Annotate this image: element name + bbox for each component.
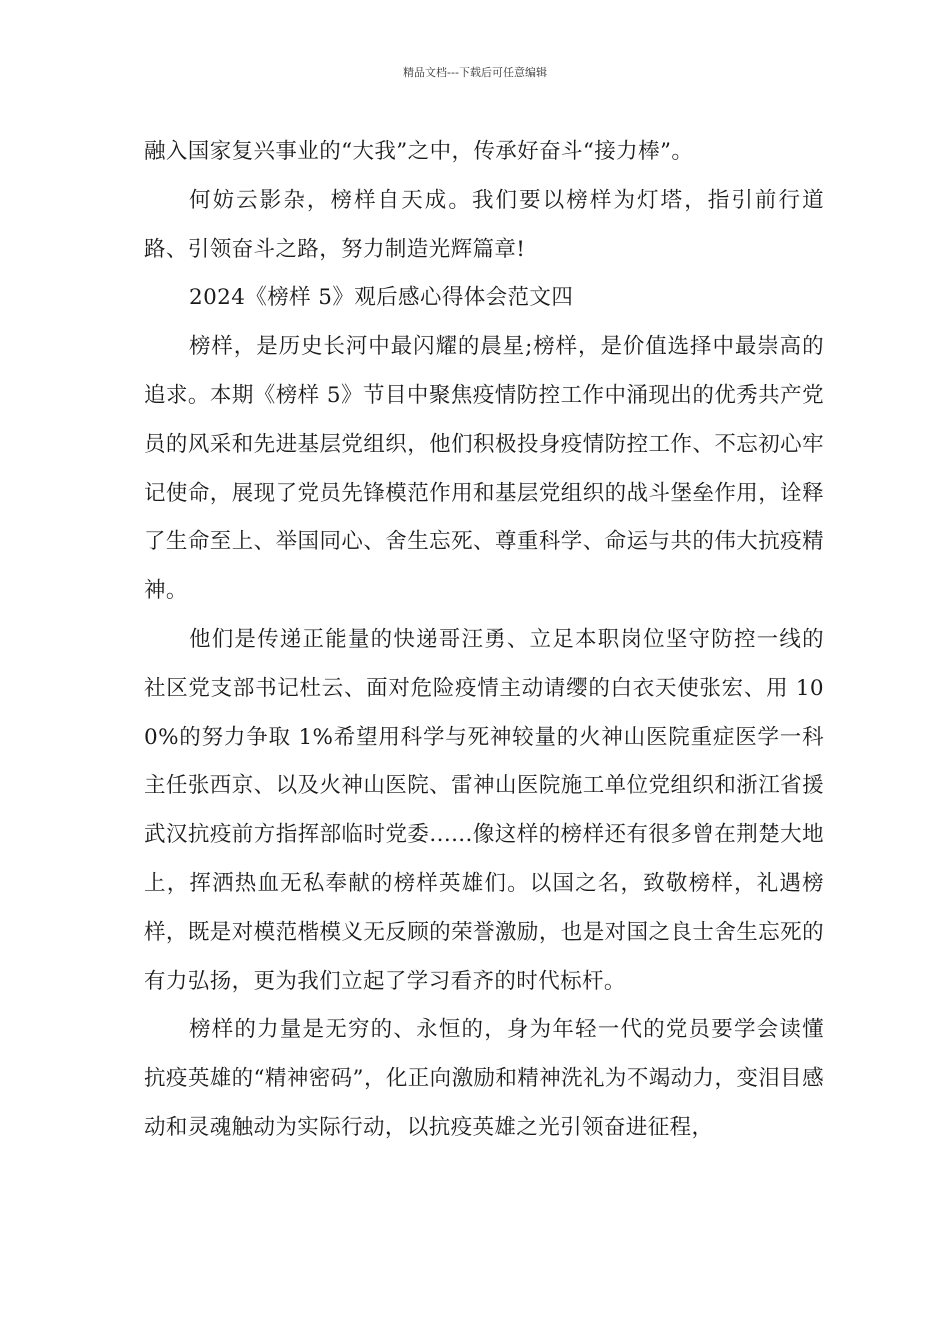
- document-body: [144, 128, 824, 1153]
- page-header: 精品文档---下载后可任意编辑: [403, 66, 547, 79]
- paragraph-4: 他们是传递正能量的快递哥汪勇、立足本职岗位坚守防控一线的社区党支部书记杜云、面对危险疫情主动请缨的白衣天使张宏、用 100%的努力争取 1%希望用科学与死神较量的火神山医院重症医学一科主任张西京、以及火神山医院、雷神山医院施工单位党组织和浙江省援武汉抗疫前方指挥部临时党委......像这样的榜样还有很多曾在荆楚大地上，挥洒热血无私奉献的榜样英雄们。以国之名，致敬榜样，礼遇榜样，既是对模范楷模义无反顾的荣誉激励，也是对国之良士舍生忘死的有力弘扬，更为我们立起了学习看齐的时代标杆。: [144, 626, 824, 994]
- section-heading: 2024《榜样 5》观后感心得体会范文四: [189, 285, 574, 311]
- paragraph-1: 融入国家复兴事业的“大我”之中，传承好奋斗“接力棒”。: [144, 139, 694, 164]
- paragraph-5: 榜样的力量是无穷的、永恒的，身为年轻一代的党员要学会读懂抗疫英雄的“精神密码”，化正向激励和精神洗礼为不竭动力，变泪目感动和灵魂触动为实际行动，以抗疫英雄之光引领奋进征程，: [144, 1017, 824, 1140]
- paragraph-2: 何妨云影杂，榜样自天成。我们要以榜样为灯塔，指引前行道路、引领奋斗之路，努力制造光辉篇章!: [144, 187, 824, 262]
- paragraph-3: 榜样，是历史长河中最闪耀的晨星;榜样，是价值选择中最崇高的追求。本期《榜样 5》节目中聚焦疫情防控工作中涌现出的优秀共产党员的风采和先进基层党组织，他们积极投身疫情防控工作、不忘初心牢记使命，展现了党员先锋模范作用和基层党组织的战斗堡垒作用，诠释了生命至上、举国同心、舍生忘死、尊重科学、命运与共的伟大抗疫精神。: [144, 334, 824, 604]
